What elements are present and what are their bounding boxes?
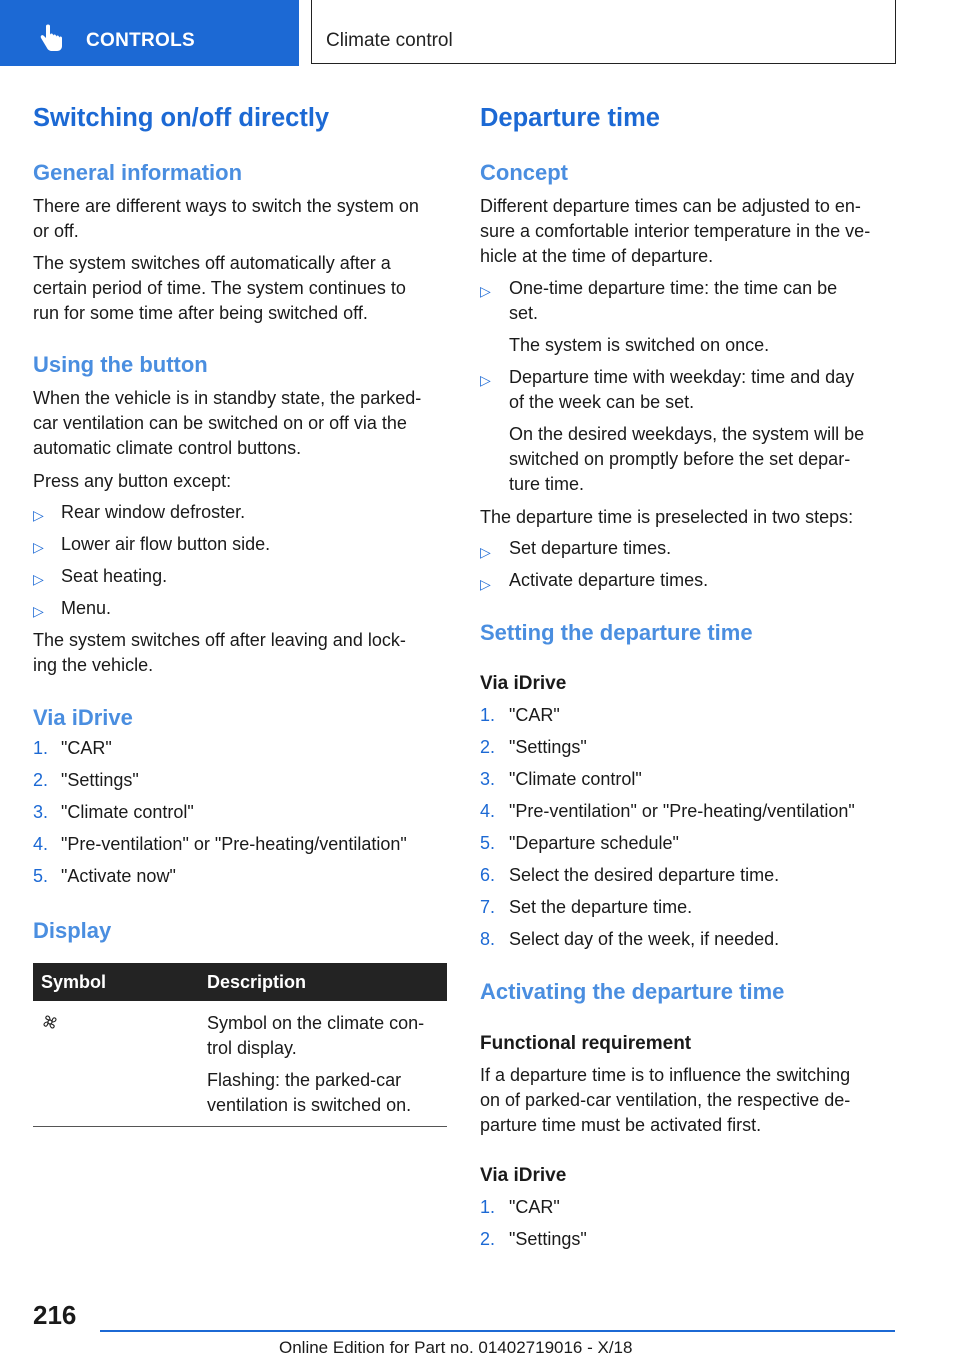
heading-using-button: Using the button — [33, 352, 208, 377]
paragraph-press-any: Press any button except: — [33, 471, 232, 491]
hand-pointer-icon — [38, 24, 64, 52]
list-item: Rear window defroster. — [61, 502, 246, 522]
step-text: "Settings" — [61, 770, 139, 790]
step-number: 5. — [480, 833, 496, 853]
column-header-symbol: Symbol — [33, 963, 199, 1001]
chapter-label: Climate control — [326, 30, 453, 51]
chapter-header — [311, 0, 896, 64]
paragraph-button-1: When the vehicle is in standby state, the parked- car ventilation can be switched on or off via the automatic climate control buttons. — [33, 388, 422, 458]
step-text: "Pre-ventilation" or "Pre-heating/ventilation" — [61, 834, 407, 854]
paragraph-general-1: There are different ways to switch the system on or off. — [33, 196, 419, 241]
step-number: 1. — [480, 705, 496, 725]
list-item: Seat heating. — [61, 566, 168, 586]
section-label: CONTROLS — [86, 30, 196, 51]
triangle-bullet-icon: ▷ — [480, 372, 491, 388]
triangle-bullet-icon: ▷ — [33, 571, 44, 587]
heading-general-information: General information — [33, 160, 243, 185]
step-number: 2. — [480, 737, 496, 757]
column-header-description: Description — [199, 963, 447, 1001]
section-title-departure: Departure time — [480, 104, 660, 132]
step-text: "Departure schedule" — [509, 833, 679, 853]
step-number: 5. — [33, 866, 49, 886]
paragraph-activating-1: If a departure time is to influence the switching on of parked-car ventilation, the respective de- parture time must be activated first. — [480, 1065, 851, 1135]
subheading-functional-requirement: Functional requirement — [480, 1033, 692, 1054]
list-item: Menu. — [61, 598, 112, 618]
subheading-via-idrive-2: Via iDrive — [480, 1165, 567, 1186]
step-number: 8. — [480, 929, 496, 949]
triangle-bullet-icon: ▷ — [480, 544, 491, 560]
paragraph-two-steps: The departure time is preselected in two steps: — [480, 507, 854, 527]
step-number: 3. — [480, 769, 496, 789]
step-text: "CAR" — [509, 1197, 560, 1217]
step-text: "Settings" — [509, 1229, 587, 1249]
step-text: "Activate now" — [61, 866, 176, 886]
step-number: 4. — [480, 801, 496, 821]
step-number: 6. — [480, 865, 496, 885]
triangle-bullet-icon: ▷ — [33, 539, 44, 555]
triangle-bullet-icon: ▷ — [480, 283, 491, 299]
display-table — [33, 963, 447, 1127]
paragraph-general-2: The system switches off automatically after a certain period of time. The system continues to run for some time after being switched off. — [33, 253, 406, 323]
section-title-switching: Switching on/off directly — [33, 104, 330, 132]
heading-activating-departure: Activating the departure time — [480, 979, 785, 1004]
step-text: Select day of the week, if needed. — [509, 929, 780, 949]
step-text: "CAR" — [509, 705, 560, 725]
step-number: 7. — [480, 897, 496, 917]
step-text: Set the departure time. — [509, 897, 693, 917]
paragraph-concept-1: Different departure times can be adjusted to en- sure a comfortable interior temperature in the ve- hicle at the time of departure. — [480, 196, 871, 266]
step-text: "Climate control" — [61, 802, 194, 822]
step-number: 4. — [33, 834, 49, 854]
step-number: 2. — [480, 1229, 496, 1249]
step-number: 3. — [33, 802, 49, 822]
step-text: "Settings" — [509, 737, 587, 757]
heading-display: Display — [33, 918, 112, 943]
step-number: 2. — [33, 770, 49, 790]
list-item: Set departure times. — [509, 538, 672, 558]
subheading-via-idrive: Via iDrive — [480, 673, 567, 694]
triangle-bullet-icon: ▷ — [33, 603, 44, 619]
edition-text: Online Edition for Part no. 01402719016 - X/18 — [279, 1338, 633, 1357]
footer-divider — [100, 1330, 895, 1332]
step-text: "Pre-ventilation" or "Pre-heating/ventilation" — [509, 801, 855, 821]
step-text: "Climate control" — [509, 769, 642, 789]
paragraph-button-3: The system switches off after leaving and lock- ing the vehicle. — [33, 630, 406, 675]
heading-concept: Concept — [480, 160, 568, 185]
heading-setting-departure: Setting the departure time — [480, 620, 753, 645]
step-number: 1. — [33, 738, 49, 758]
fan-icon — [41, 1013, 59, 1031]
description-cell: Symbol on the climate con- trol display. Flashing: the parked-car ventilation is switched on. — [207, 1013, 425, 1115]
list-item-weekday: Departure time with weekday: time and day of the week can be set. On the desired weekdays, the system will be switched on promptly before the set depar- ture time. — [509, 367, 865, 494]
list-item: Activate departure times. — [509, 570, 709, 590]
triangle-bullet-icon: ▷ — [480, 576, 491, 592]
page-number: 216 — [33, 1300, 77, 1330]
list-item: Lower air flow button side. — [61, 534, 271, 554]
triangle-bullet-icon: ▷ — [33, 507, 44, 523]
list-item-one-time: One-time departure time: the time can be set. The system is switched on once. — [509, 278, 838, 355]
symbol-cell — [33, 1001, 199, 1127]
table-row — [33, 1001, 447, 1127]
heading-via-idrive: Via iDrive — [33, 705, 133, 730]
section-tab[interactable] — [0, 0, 299, 66]
step-text: "CAR" — [61, 738, 112, 758]
step-number: 1. — [480, 1197, 496, 1217]
step-text: Select the desired departure time. — [509, 865, 780, 885]
